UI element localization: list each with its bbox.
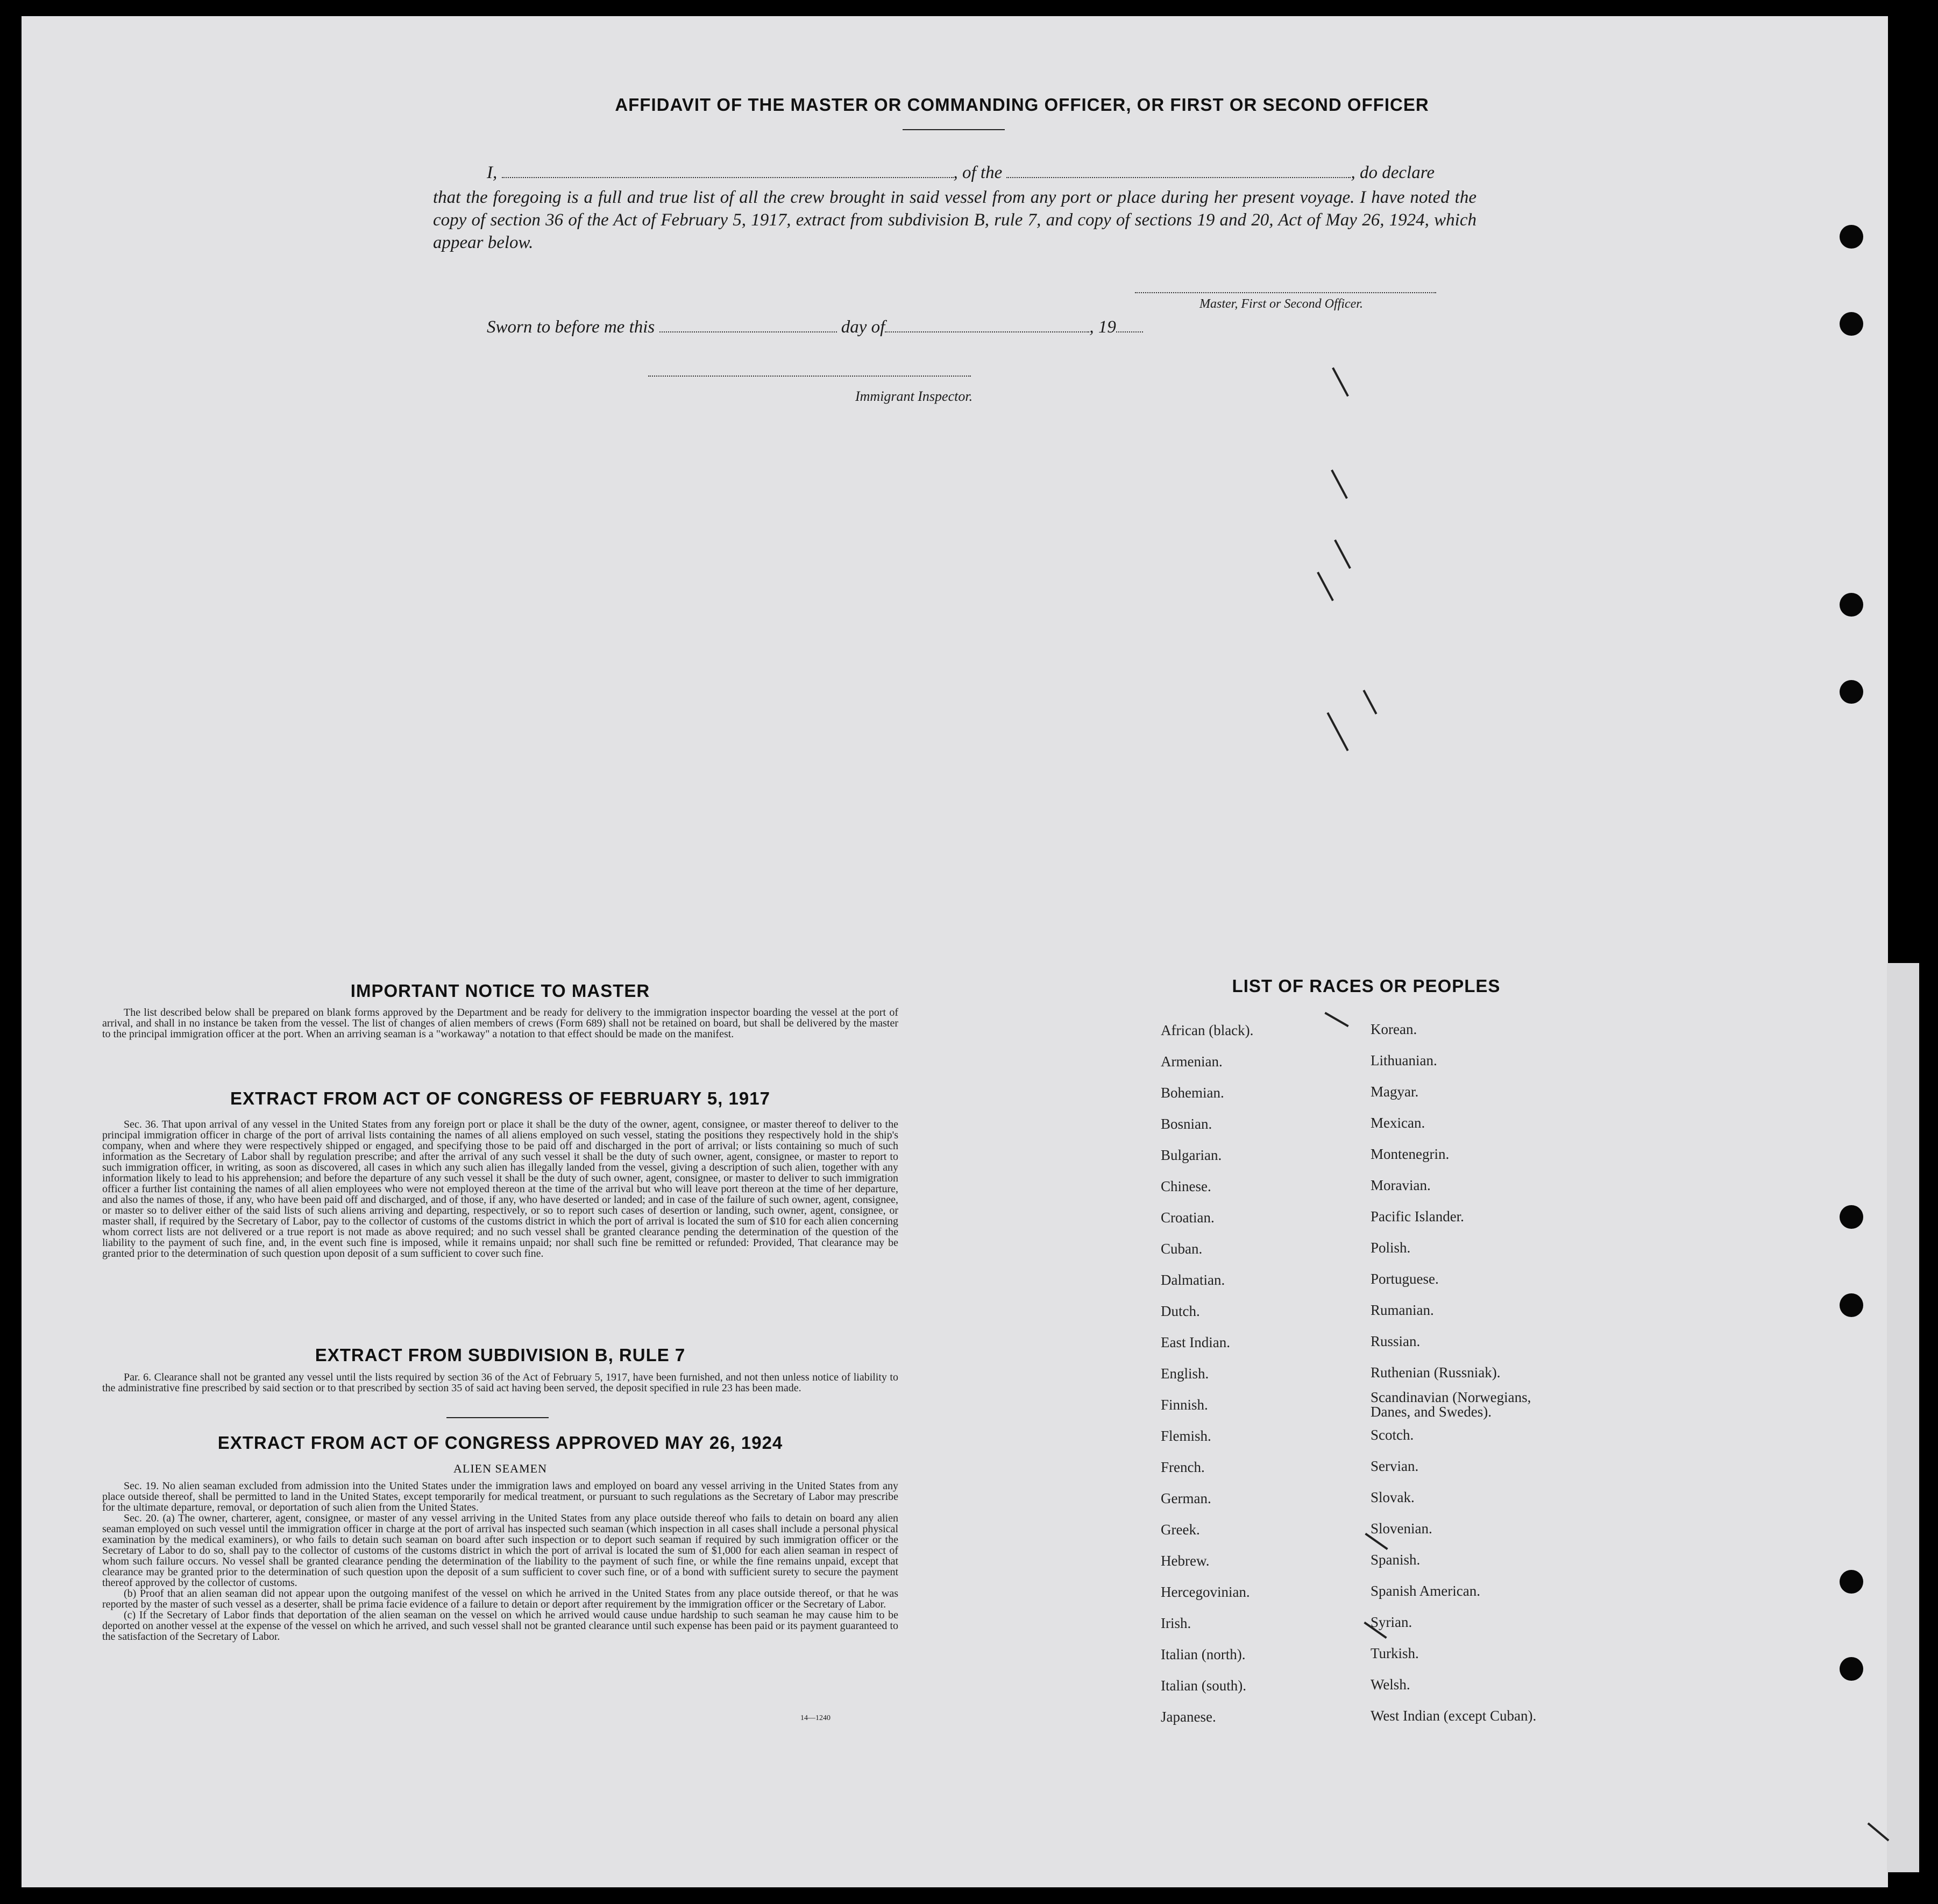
race-item: Slovak.	[1371, 1489, 1415, 1505]
race-item: Flemish.	[1161, 1428, 1211, 1444]
race-item: Slovenian.	[1371, 1520, 1432, 1537]
notice-paragraph: The list described below shall be prepared on blank forms approved by the Department and be ready for delivery to the immigration inspector boarding the vessel at the port of arrival, and shall in no instance be taken from the vessel. The list of changes of alien members of crews (Form 689) shall not be retained on board, but shall be delivered by the master to the principal immigration officer at the port. When an arriving seaman is a "workaway" a notation to that effect should be made on the manifest.	[102, 1007, 898, 1040]
race-item: Bohemian.	[1161, 1085, 1224, 1101]
race-item: African (black).	[1161, 1022, 1254, 1038]
notice-text	[102, 1007, 898, 1039]
sworn-day-field[interactable]	[659, 331, 837, 332]
binder-hole	[1840, 312, 1863, 336]
binder-hole	[1840, 225, 1863, 249]
race-item: Japanese.	[1161, 1709, 1216, 1725]
race-item: Chinese.	[1161, 1178, 1211, 1194]
race-item: Croatian.	[1161, 1209, 1215, 1226]
race-item: Servian.	[1371, 1458, 1419, 1474]
name-field[interactable]	[502, 177, 954, 178]
binder-hole	[1840, 1205, 1863, 1229]
race-item: Turkish.	[1371, 1645, 1419, 1661]
race-row	[1161, 1584, 1602, 1615]
race-item: Bosnian.	[1161, 1116, 1212, 1132]
master-signature-line[interactable]	[1135, 292, 1436, 293]
race-item: Mexican.	[1371, 1115, 1425, 1131]
binder-hole	[1840, 593, 1863, 617]
race-row	[1161, 1709, 1602, 1740]
race-item: Korean.	[1371, 1021, 1417, 1037]
race-row	[1161, 1553, 1602, 1584]
race-row	[1161, 1303, 1602, 1334]
section-19-paragraph: Sec. 19. No alien seaman excluded from admission into the United States under the immigration laws and employed on board any vessel arriving in the United States from any place outside thereof, shall be permitted to land in the United States, except temporarily for medical treatment, or pursuant to such regulations as the Secretary of Labor may prescribe for the ultimate departure, removal, or deportation of such alien from the United States.	[102, 1480, 898, 1513]
race-row	[1161, 1389, 1602, 1428]
races-list	[1161, 1022, 1602, 1740]
rule-7-title: EXTRACT FROM SUBDIVISION B, RULE 7	[315, 1345, 686, 1365]
race-item: West Indian (except Cuban).	[1371, 1708, 1537, 1724]
race-item: Spanish.	[1371, 1552, 1421, 1568]
sworn-line	[487, 317, 1143, 337]
race-row	[1161, 1677, 1602, 1709]
race-item: Italian (south).	[1161, 1677, 1246, 1694]
binder-hole	[1840, 1570, 1863, 1594]
affidavit-declaration-line	[487, 163, 1435, 183]
race-row	[1161, 1428, 1602, 1459]
race-item: English.	[1161, 1365, 1209, 1382]
inspector-signature-line[interactable]	[648, 376, 971, 377]
race-row	[1161, 1147, 1602, 1178]
race-item: Welsh.	[1371, 1676, 1410, 1693]
race-item: Dalmatian.	[1161, 1272, 1225, 1288]
race-item: Hebrew.	[1161, 1553, 1210, 1569]
affidavit-body: that the foregoing is a full and true list of all the crew brought in said vessel from any port or place during her present voyage. I have noted the copy of section 36 of the Act of February 5, 1917, extract from subdivision B, rule 7, and copy of sections 19 and 20, Act of May 26, 1924, which appear below.	[433, 188, 1476, 252]
section-20b-paragraph: (b) Proof that an alien seaman did not appear upon the outgoing manifest of the vessel on which he arrived in the United States from any place outside thereof, or that he was reported by the master of such vessel as a deserter, shall be prima facie evidence of a failure to detain or deport after requirement by the immigration officer or the Secretary of Labor.	[102, 1588, 898, 1610]
race-item: Magyar.	[1371, 1084, 1419, 1100]
affidavit-i-label: I,	[487, 163, 498, 182]
page-edge-tab	[1887, 963, 1919, 1872]
races-title: LIST OF RACES OR PEOPLES	[1232, 976, 1501, 996]
binder-hole	[1840, 1657, 1863, 1681]
title-divider	[903, 129, 1005, 130]
race-item: Moravian.	[1371, 1177, 1431, 1193]
section-36-paragraph: Sec. 36. That upon arrival of any vessel in the United States from any foreign port or place it shall be the duty of the owner, agent, consignee, or master thereof to deliver to the principal immigration officer in charge of the port of arrival lists containing the names of all aliens employed on such vessel, stating the positions they respectively hold in the ship's company, when and where they were respectively shipped or engaged, and specifying those to be paid off and discharged in the port of arrival; or lists containing so much of such information as the Secretary of Labor shall by regulation prescribe; and after the arrival of any such vessel it shall be the duty of such owner, agent, consignee, or master to report to such immigration officer, in writing, as soon as discovered, all cases in which any such alien has illegally landed from the vessel, giving a description of such alien, together with any information likely to lead to his apprehension; and before the departure of any such vessel it shall be the duty of such owner, agent, consignee, or master to deliver to such immigration officer a further list containing the names of all alien employees who were not employed thereon at the time of the arrival but who will leave port thereon at the time of her departure, and also the names of those, if any, who have been paid off and discharged, and of those, if any, who have deserted or landed; and in case of the failure of such owner, agent, consignee, or master so to deliver either of the said lists of such aliens arriving and departing, respectively, or so to report such cases of desertion or landing, such owner, agent, consignee, or master shall, if required by the Secretary of Labor, pay to the collector of customs of the customs district in which the port of arrival is located the sum of $10 for each alien concerning whom correct lists are not delivered or a true report is not made as above required; and no such vessel shall be granted clearance pending the determination of the question of the liability to the payment of such fine, and, in the event such fine is imposed, while it remains unpaid; nor shall such fine be remitted or refunded: Provided, That clearance may be granted prior to the determination of such question upon deposit of a sum sufficient to cover such fine.	[102, 1119, 898, 1259]
paragraph-6: Par. 6. Clearance shall not be granted any vessel until the lists required by section 36 of the Act of February 5, 1917, have been furnished, and not then unless notice of liability to the administrative fine prescribed by said section or to that prescribed by section 35 of said act having been served, the deposit specified in rule 23 has been made.	[102, 1371, 898, 1394]
affidavit-title: AFFIDAVIT OF THE MASTER OR COMMANDING OFFICER, OR FIRST OR SECOND OFFICER	[615, 95, 1429, 115]
race-item: Spanish American.	[1371, 1583, 1480, 1599]
extract-1924-title: EXTRACT FROM ACT OF CONGRESS APPROVED MAY 26, 1924	[217, 1433, 783, 1453]
race-item: Bulgarian.	[1161, 1147, 1222, 1163]
race-item: Portuguese.	[1371, 1271, 1439, 1287]
section-20c-paragraph: (c) If the Secretary of Labor finds that deportation of the alien seaman on the vessel on which he arrived would cause undue hardship to such seaman he may cause him to be deported on another vessel at the expense of the vessel on which he arrived, and such vessel shall not be granted clearance until such expense has been paid or its payment guaranteed to the satisfaction of the Secretary of Labor.	[102, 1609, 898, 1643]
notice-title: IMPORTANT NOTICE TO MASTER	[350, 981, 650, 1001]
race-item: Finnish.	[1161, 1397, 1208, 1413]
race-row	[1161, 1334, 1602, 1365]
race-item: Scandinavian (Norwegians, Danes, and Swedes).	[1371, 1389, 1531, 1420]
extract-1917-title: EXTRACT FROM ACT OF CONGRESS OF FEBRUARY 5, 1917	[230, 1088, 770, 1108]
race-item: Rumanian.	[1371, 1302, 1434, 1318]
race-row	[1161, 1209, 1602, 1241]
race-row	[1161, 1085, 1602, 1116]
race-item: Syrian.	[1371, 1614, 1412, 1630]
race-item: Greek.	[1161, 1521, 1200, 1538]
alien-seamen-subtitle: ALIEN SEAMEN	[453, 1462, 547, 1475]
section-divider	[446, 1417, 549, 1418]
master-signature-label: Master, First or Second Officer.	[1199, 297, 1363, 311]
race-row	[1161, 1053, 1602, 1085]
race-item: German.	[1161, 1490, 1211, 1506]
race-item: Ruthenian (Russniak).	[1371, 1364, 1501, 1381]
sworn-day-label: day of	[841, 317, 885, 337]
race-item: East Indian.	[1161, 1334, 1230, 1350]
form-number: 14—1240	[800, 1714, 830, 1722]
binder-hole	[1840, 1293, 1863, 1317]
race-row	[1161, 1272, 1602, 1303]
race-item: Cuban.	[1161, 1241, 1203, 1257]
race-item: Lithuanian.	[1371, 1052, 1437, 1068]
race-row	[1161, 1490, 1602, 1521]
race-item: Scotch.	[1371, 1427, 1414, 1443]
extract-1917-text	[102, 1119, 898, 1259]
sworn-month-field[interactable]	[885, 331, 1089, 332]
race-row	[1161, 1178, 1602, 1209]
race-row	[1161, 1241, 1602, 1272]
race-item: Armenian.	[1161, 1053, 1223, 1070]
race-item: Pacific Islander.	[1371, 1208, 1464, 1224]
race-row	[1161, 1459, 1602, 1490]
race-row	[1161, 1646, 1602, 1677]
race-item: Irish.	[1161, 1615, 1191, 1631]
inspector-signature-label: Immigrant Inspector.	[855, 388, 973, 404]
do-declare-label: , do declare	[1351, 163, 1435, 182]
race-item: Hercegovinian.	[1161, 1584, 1250, 1600]
of-the-label: , of the	[953, 163, 1003, 182]
race-row	[1161, 1022, 1602, 1053]
sworn-year-label: , 19	[1089, 317, 1116, 337]
extract-1924-text	[102, 1481, 898, 1642]
binder-hole	[1840, 680, 1863, 704]
race-row	[1161, 1521, 1602, 1553]
race-item: Dutch.	[1161, 1303, 1200, 1319]
vessel-field[interactable]	[1006, 177, 1351, 178]
rule-7-text	[102, 1372, 898, 1393]
sworn-prefix-label: Sworn to before me this	[487, 317, 655, 337]
race-item: Russian.	[1371, 1333, 1421, 1349]
race-row	[1161, 1615, 1602, 1646]
race-item: Montenegrin.	[1371, 1146, 1450, 1162]
race-item: Polish.	[1371, 1240, 1411, 1256]
section-20a-paragraph: Sec. 20. (a) The owner, charterer, agent, consignee, or master of any vessel arriving in the United States from any place outside thereof who fails to detain on board any alien seaman employed on such vessel until the immigration officer in charge at the port of arrival has inspected such seaman (which inspection in all cases shall include a personal physical examination by the medical examiners), or who fails to detain such seaman on board after such inspection or to deport such seaman if required by such immigration officer or the Secretary of Labor to do so, shall pay to the collector of customs of the customs district in which the port of arrival is located the sum of $1,000 for each alien seaman in respect of whom such failure occurs. No vessel shall be granted clearance pending the determination of the liability to the payment of such fine, or while the fine remains unpaid, except that clearance may be granted prior to the determination of such question upon the deposit of a sum sufficient to cover such fine, or of a bond with sufficient surety to secure the payment thereof approved by the collector of customs.	[102, 1512, 898, 1589]
race-row	[1161, 1116, 1602, 1147]
race-item: Italian (north).	[1161, 1646, 1246, 1662]
race-item: French.	[1161, 1459, 1205, 1475]
sworn-year-field[interactable]	[1116, 331, 1143, 332]
